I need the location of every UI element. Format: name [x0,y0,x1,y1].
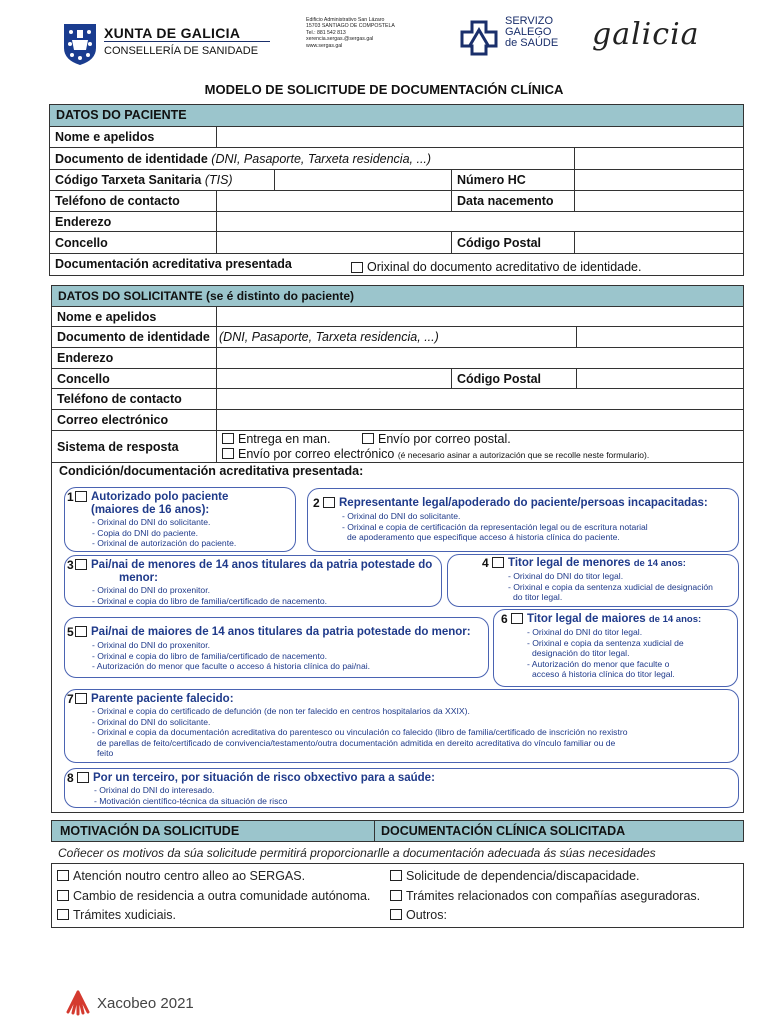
applicant-doc-field[interactable] [577,327,743,347]
xunta-rule [104,41,270,42]
condition-item: do titor legal. [513,592,563,602]
condition-number: 4 [482,556,489,570]
patient-tis-field[interactable] [275,170,452,190]
condition-title-small: de 14 anos: [648,614,702,625]
patient-doc-hint: (DNI, Pasaporte, Tarxeta residencia, ...) [211,151,432,166]
option-label: Atención noutro centro alleo ao SERGAS. [73,869,306,883]
applicant-band: DATOS DO SOLICITANTE (se é distinto do paciente) [52,286,743,307]
condition-title-4 [508,557,686,570]
condition-list-6 [527,627,684,680]
condition-item: - Orixinal e copia do libro de familia/certificado de nacemento. [92,650,328,661]
condition-item: feito [97,748,114,758]
condition-number: 5 [67,625,74,639]
option-other[interactable] [390,908,447,922]
xunta-shield-logo [62,22,98,66]
patient-postal-label: Código Postal [452,232,575,253]
xacobeo-label: Xacobeo 2021 [97,995,194,1012]
condition-title-line: Titor legal de menores [508,557,631,569]
applicant-phone-field[interactable] [217,389,743,409]
patient-council-label: Concello [50,232,217,253]
patient-phone-label: Teléfono de contacto [50,191,217,211]
xunta-name: XUNTA DE GALICIA [104,25,241,41]
condition-item: - Orixinal de autorización do paciente. [92,538,237,548]
reply-post-label: Envío por correo postal. [378,432,511,446]
condition-item: - Copia do DNI do paciente. [92,527,199,538]
reply-email-label: Envío por correo electrónico [238,447,395,461]
documentation-label: DOCUMENTACIÓN CLÍNICA SOLICITADA [381,824,626,838]
motivation-band [51,820,744,842]
reply-email-note: (é necesario asinar a autorización que se recolle neste formulario). [397,450,650,460]
patient-address-row [50,212,743,232]
patient-tis-label-cell [50,170,275,190]
patient-tis-label: Código Tarxeta Sanitaria [55,173,202,187]
xacobeo-shell-icon [64,990,92,1016]
condition-item: - Orixinal do DNI do solicitante. [342,511,461,521]
applicant-name-field[interactable] [217,307,743,326]
checkbox[interactable] [362,433,374,444]
reply-hand-label: Entrega en man. [238,432,331,446]
condition-title-line: Autorizado polo paciente [91,491,229,503]
sergas-cross-logo [460,20,498,56]
checkbox[interactable] [492,557,504,568]
checkbox[interactable] [511,613,523,624]
patient-hc-label: Número HC [452,170,575,190]
applicant-name-row [52,307,743,327]
xunta-dept: CONSELLERÍA DE SANIDADE [104,45,259,57]
address-line: Tel.: 881 542 813 [306,29,346,36]
condition-number: 6 [501,612,508,626]
patient-address-field[interactable] [217,212,743,231]
option-judicial[interactable] [57,908,176,922]
applicant-postal-label: Código Postal [452,369,577,388]
condition-item: - Orixinal e copia de certificación da representación legal ou de escritura notarial [342,521,648,532]
condition-list-1 [92,517,236,549]
condition-list-5 [92,640,370,672]
patient-birth-field[interactable] [575,191,743,211]
patient-docs-option-label: Orixinal do documento acreditativo de identidade. [367,260,642,274]
option-label: Solicitude de dependencia/discapacidade. [406,869,640,883]
condition-item: acceso á historia clínica do titor legal. [532,669,675,679]
condition-item: - Orixinal e copia da sentenza xudicial de designación [508,581,713,592]
condition-title-line: menor: [119,572,158,584]
checkbox[interactable] [75,491,87,502]
patient-section [49,104,744,276]
sergas-name [505,16,558,49]
checkbox[interactable] [390,890,402,901]
option-label: Outros: [406,908,447,922]
condition-list-2 [342,511,648,543]
applicant-doc-row [52,327,743,348]
motivation-options [51,863,744,928]
applicant-name-label: Nome e apelidos [52,307,217,326]
applicant-phone-row [52,389,743,410]
checkbox[interactable] [57,870,69,881]
option-label: Trámites xudiciais. [73,908,177,922]
condition-list-7 [92,706,627,759]
condition-title-3 [91,559,432,585]
applicant-council-field[interactable] [217,369,452,388]
patient-doc-label-cell [50,148,575,169]
applicant-doc-label: Documento de identidade [57,330,210,344]
condition-item: de apoderamento que especifique acceso á historia clínica do paciente. [347,532,620,542]
condition-title-8: Por un terceiro, por situación de risco obxectivo para a saúde: [93,772,435,784]
condition-item: - Orixinal do DNI do proxenitor. [92,640,210,650]
patient-phone-row [50,191,743,212]
condition-title-1 [91,491,228,517]
checkbox[interactable] [77,772,89,783]
applicant-reply-label: Sistema de resposta [52,431,217,462]
checkbox[interactable] [351,262,363,273]
condition-title-2: Representante legal/apoderado do paciente/persoas incapacitadas: [339,497,708,509]
patient-council-field[interactable] [217,232,452,253]
checkbox[interactable] [75,559,87,570]
address-line: 15703 SANTIAGO DE COMPOSTELA [306,23,395,30]
option-label: Cambio de residencia a outra comunidade autónoma. [73,889,371,903]
condition-item: de parellas de feito/certificado de convivencia/testamento/outra documentación admitida en dereito acreditativa do vínculo familiar ou de [97,737,616,748]
option-residence-change[interactable] [57,889,370,903]
condition-item: - Autorización do menor que faculte o acceso á historia clínica do pai/nai. [92,661,371,671]
patient-tis-row [50,170,743,191]
option-other-centre[interactable] [57,869,305,883]
checkbox[interactable] [323,497,335,508]
condition-number: 8 [67,771,74,785]
sergas-line: SERVIZO [505,15,554,27]
applicant-doc-label-cell [52,327,217,347]
applicant-section [51,285,744,813]
option-insurance[interactable] [390,889,700,903]
checkbox[interactable] [222,448,234,459]
address-line: Edificio Administrativo San Lázaro [306,17,385,23]
applicant-doc-hint: (DNI, Pasaporte, Tarxeta residencia, ...) [217,327,577,347]
reply-hand-option[interactable] [222,432,330,446]
patient-docs-option[interactable] [346,254,743,275]
condition-item: - Autorización do menor que faculte o [527,658,670,669]
applicant-address-row [52,348,743,369]
condition-title-6 [527,613,701,626]
patient-name-row [50,127,743,148]
patient-postal-field[interactable] [575,232,743,253]
patient-address-label: Enderezo [50,212,217,231]
checkbox[interactable] [57,909,69,920]
condition-item: - Orixinal e copia da sentenza xudicial de [527,637,684,648]
condition-number: 3 [67,558,74,572]
applicant-email-row [52,410,743,431]
applicant-address-label: Enderezo [52,348,217,368]
applicant-email-label: Correo electrónico [52,410,217,430]
condition-item: - Orixinal e copia da documentación acreditativa do parentesco ou vinculación co falecido (libro de familia/certificado de inscrición no rexistro [92,727,628,737]
applicant-council-row [52,369,743,389]
condition-item: - Orixinal do DNI do titor legal. [527,627,643,637]
condition-list-3 [92,585,327,606]
option-dependency[interactable] [390,869,640,883]
condition-title-7: Parente paciente falecido: [91,693,234,705]
patient-doc-field[interactable] [575,148,743,169]
condition-item: - Orixinal e copia do certificado de defunción (de non ter falecido en centros hospitalarios da XXIX). [92,706,470,716]
checkbox[interactable] [390,909,402,920]
reply-email-option[interactable] [222,447,649,461]
condition-title-5: Pai/nai de maiores de 14 anos titulares da patria potestade do menor: [91,626,471,638]
patient-hc-field[interactable] [575,170,743,190]
motivation-divider [374,821,375,841]
applicant-council-label: Concello [52,369,217,388]
applicant-address-field[interactable] [217,348,743,368]
condition-title-line: Titor legal de maiores [527,613,646,625]
patient-doc-row [50,148,743,170]
applicant-phone-label: Teléfono de contacto [52,389,217,409]
patient-tis-hint: (TIS) [204,173,233,187]
address-line: www.sergas.gal [306,42,343,49]
galicia-logo: galicia [592,17,700,52]
sergas-line: de SAÚDE [505,37,559,49]
condition-item: - Orixinal e copia do libro de familia/certificado de nacemento. [92,595,328,606]
applicant-reply-row [52,431,743,463]
page-title: MODELO DE SOLICITUDE DE DOCUMENTACIÓN CLÍNICA [204,82,564,97]
condition-number: 2 [313,496,320,510]
checkbox[interactable] [390,870,402,881]
condition-item: - Orixinal do DNI do interesado. [94,785,215,795]
applicant-email-field[interactable] [217,410,743,430]
address-line: xerencia.sergas.@sergas.gal [306,36,374,43]
patient-name-label: Nome e apelidos [50,127,217,147]
condition-item: - Orixinal do DNI do solicitante. [92,517,211,527]
address-block [306,17,395,49]
patient-band: DATOS DO PACIENTE [50,105,743,127]
checkbox[interactable] [57,890,69,901]
condition-title: Condición/documentación acreditativa presentada: [59,464,364,478]
condition-number: 7 [67,692,74,706]
motivation-label: MOTIVACIÓN DA SOLICITUDE [60,824,240,838]
checkbox[interactable] [75,693,87,704]
condition-item: - Motivación científico-técnica da situación de risco [94,795,288,806]
condition-item: - Orixinal do DNI do titor legal. [508,571,624,581]
condition-item: - Orixinal do DNI do solicitante. [92,716,211,727]
condition-item: - Orixinal do DNI do proxenitor. [92,585,210,595]
option-label: Trámites relacionados con compañías aseguradoras. [406,889,701,903]
condition-list-8 [94,785,287,806]
checkbox[interactable] [222,433,234,444]
condition-title-line: Pai/nai de menores de 14 anos titulares da patria potestade do [91,559,433,571]
sergas-line: GALEGO [505,26,552,38]
patient-docs-label: Documentación acreditativa presentada [55,257,292,271]
patient-birth-label: Data nacemento [452,191,575,211]
condition-item: designación do titor legal. [532,648,630,658]
condition-list-4 [508,571,713,603]
checkbox[interactable] [75,626,87,637]
reply-post-option[interactable] [362,432,511,446]
patient-docs-row [50,254,743,275]
condition-number: 1 [67,490,74,504]
patient-council-row [50,232,743,254]
condition-title-line: (maiores de 16 anos): [91,504,210,516]
patient-doc-label: Documento de identidade [55,151,208,166]
patient-name-field[interactable] [217,127,743,147]
condition-title-small: de 14 anos: [633,558,686,569]
patient-phone-field[interactable] [217,191,452,211]
applicant-postal-field[interactable] [577,369,743,388]
motivation-note: Coñecer os motivos da súa solicitude permitirá proporcionarlle a documentación adecuada ás súas necesidades [58,846,656,860]
